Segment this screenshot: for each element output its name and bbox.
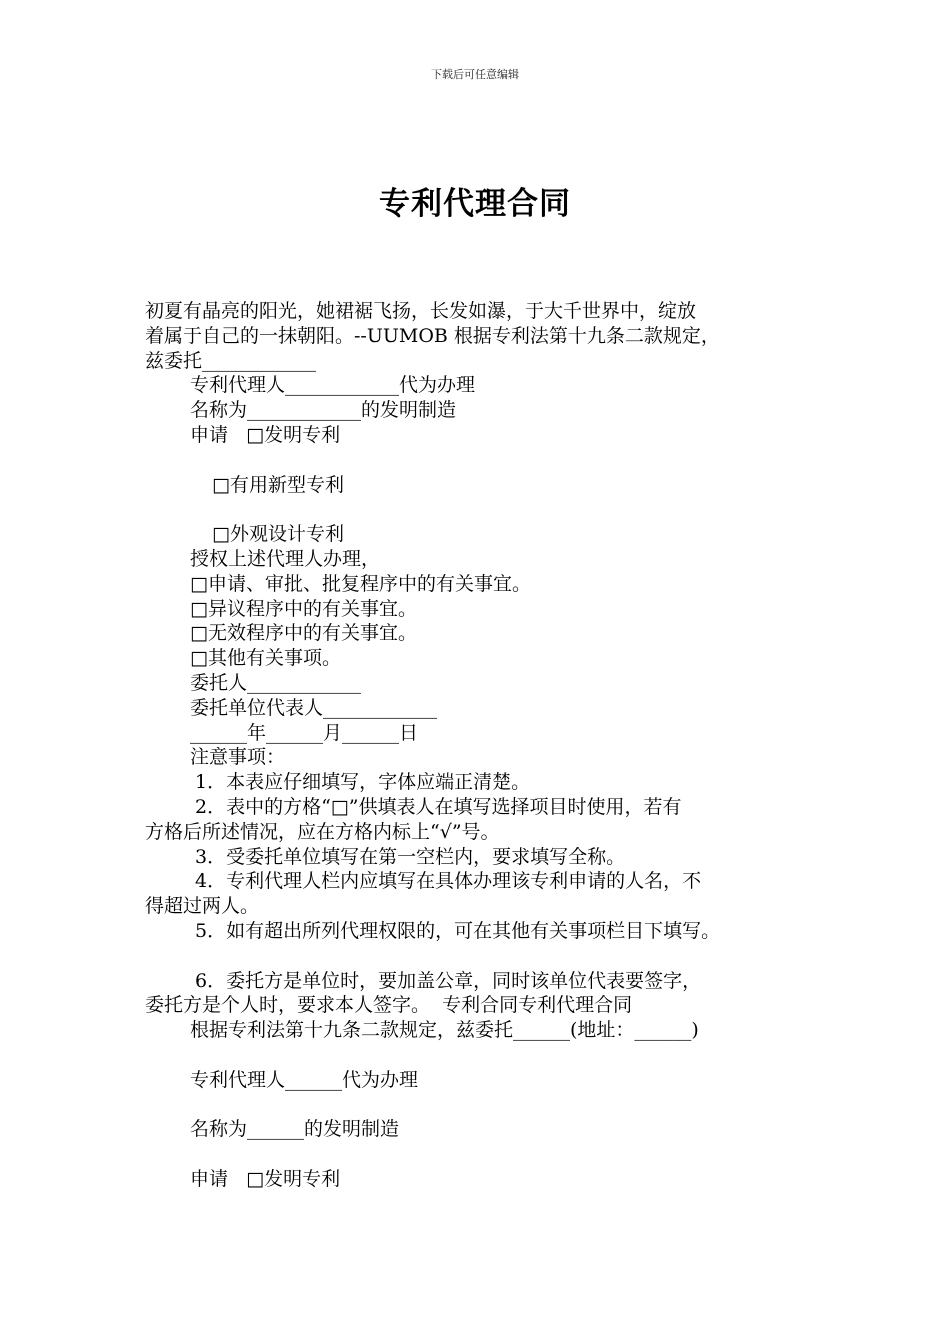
body-line: 名称为____________的发明制造	[190, 399, 457, 422]
blank-line	[145, 1093, 825, 1118]
header-note: 下载后可任意编辑	[431, 68, 519, 81]
body-line: 兹委托____________	[145, 349, 317, 372]
body-line: 申请 □发明专利	[190, 1167, 341, 1190]
body-line: 3．受委托单位填写在第一空栏内，要求填写全称。	[195, 845, 626, 868]
body-line: 委托方是个人时，要求本人签字。 专利合同专利代理合同	[145, 994, 633, 1017]
blank-line	[145, 944, 825, 969]
body-line: 委托单位代表人____________	[190, 696, 438, 719]
blank-line	[145, 1142, 825, 1167]
body-line: 授权上述代理人办理，	[190, 547, 381, 570]
blank-line	[145, 448, 825, 473]
body-line: 着属于自己的一抹朝阳。--UUMOB 根据专利法第十九条二款规定，	[145, 324, 720, 347]
body-line: ______年______月______日	[190, 721, 419, 744]
body-line: 6．委托方是单位时，要加盖公章，同时该单位代表要签字，	[195, 969, 702, 992]
body-line: 专利代理人____________代为办理	[190, 374, 476, 397]
body-line: 申请 □发明专利	[190, 423, 341, 446]
document-body	[145, 299, 825, 1192]
body-line: □其他有关事项。	[190, 647, 341, 670]
body-line: 得超过两人。	[145, 895, 260, 918]
body-line: 注意事项：	[190, 746, 286, 769]
body-line: 委托人____________	[190, 671, 362, 694]
body-line: 方格后所述情况，应在方格内标上“√”号。	[145, 820, 500, 843]
document-title: 专利代理合同	[379, 186, 571, 222]
body-line: □无效程序中的有关事宜。	[190, 622, 417, 645]
body-line: □申请、审批、批复程序中的有关事宜。	[190, 572, 531, 595]
blank-line	[145, 497, 825, 522]
body-line: 专利代理人______代为办理	[190, 1068, 419, 1091]
body-line: 名称为______的发明制造	[190, 1118, 400, 1141]
body-line: 根据专利法第十九条二款规定，兹委托______(地址：______)	[190, 1019, 699, 1042]
body-line: □外观设计专利	[212, 523, 344, 546]
body-line: 2．表中的方格“□”供填表人在填写选择项目时使用，若有	[195, 795, 682, 818]
body-line: □异议程序中的有关事宜。	[190, 597, 417, 620]
blank-line	[145, 1043, 825, 1068]
body-line: 初夏有晶亮的阳光，她裙裾飞扬，长发如瀑，于大千世界中，绽放	[145, 300, 697, 322]
body-line: 1．本表应仔细填写，字体应端正清楚。	[195, 771, 531, 794]
body-line: □有用新型专利	[212, 473, 344, 496]
body-line: 4．专利代理人栏内应填写在具体办理该专利申请的人名，不	[195, 870, 702, 893]
body-line: 5．如有超出所列代理权限的，可在其他有关事项栏目下填写。	[195, 919, 721, 942]
